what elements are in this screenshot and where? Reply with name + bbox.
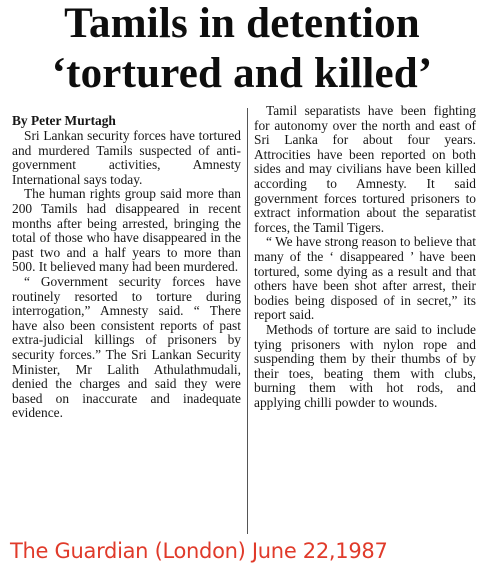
article-paragraph: Sri Lankan security forces have tortured and murdered Tamils suspected of anti-government activities, Amnesty International says today. <box>12 128 241 187</box>
article-paragraph: The human rights group said more than 200 Tamils had disappeared in recent months after being arrested, bringing the total of those who have disappeared in the past two and a half years to more than 500. It believed many had been murdered. <box>12 186 241 275</box>
article-paragraph: “ We have strong reason to believe that many of the ‘ disappeared ’ have been tortured, some dying as a result and that others have been shot after arrest, their bodies being disposed of in secret,” its report said. <box>254 234 476 323</box>
headline <box>0 2 484 102</box>
headline-line-2: ‘tortured and killed’ <box>51 50 433 97</box>
headline-line-1: Tamils in detention <box>64 0 420 47</box>
article-right-column <box>254 104 476 410</box>
column-divider <box>247 108 248 534</box>
article-paragraph: Methods of torture are said to include tying prisoners with nylon rope and suspending them by their thumbs of by their toes, beating them with clubs, burning them with hot rods, and applying chilli powder to wounds. <box>254 321 476 410</box>
article-paragraph: Tamil separatists have been fighting for autonomy over the north and east of Sri Lanka for about four years. Attrocities have been reported on both sides and may civilians have been killed according to Amnesty. It said government forces tortured prisoners to extract information about the separatist forces, the Tamil Tigers. <box>254 103 476 235</box>
article-paragraph: “ Government security forces have routinely resorted to torture during interrogation,” Amnesty said. “ There have also been consistent reports of past extra-judicial killings of prisoners by security forces.” The Sri Lankan Security Minister, Mr Lalith Athulathmudali, denied the charges and said they were based on inaccurate and inadequate evidence. <box>12 273 241 421</box>
handwritten-source-note: The Guardian (London) June 22,1987 <box>10 539 388 563</box>
byline: By Peter Murtagh <box>12 113 116 128</box>
article-left-column <box>12 104 241 421</box>
